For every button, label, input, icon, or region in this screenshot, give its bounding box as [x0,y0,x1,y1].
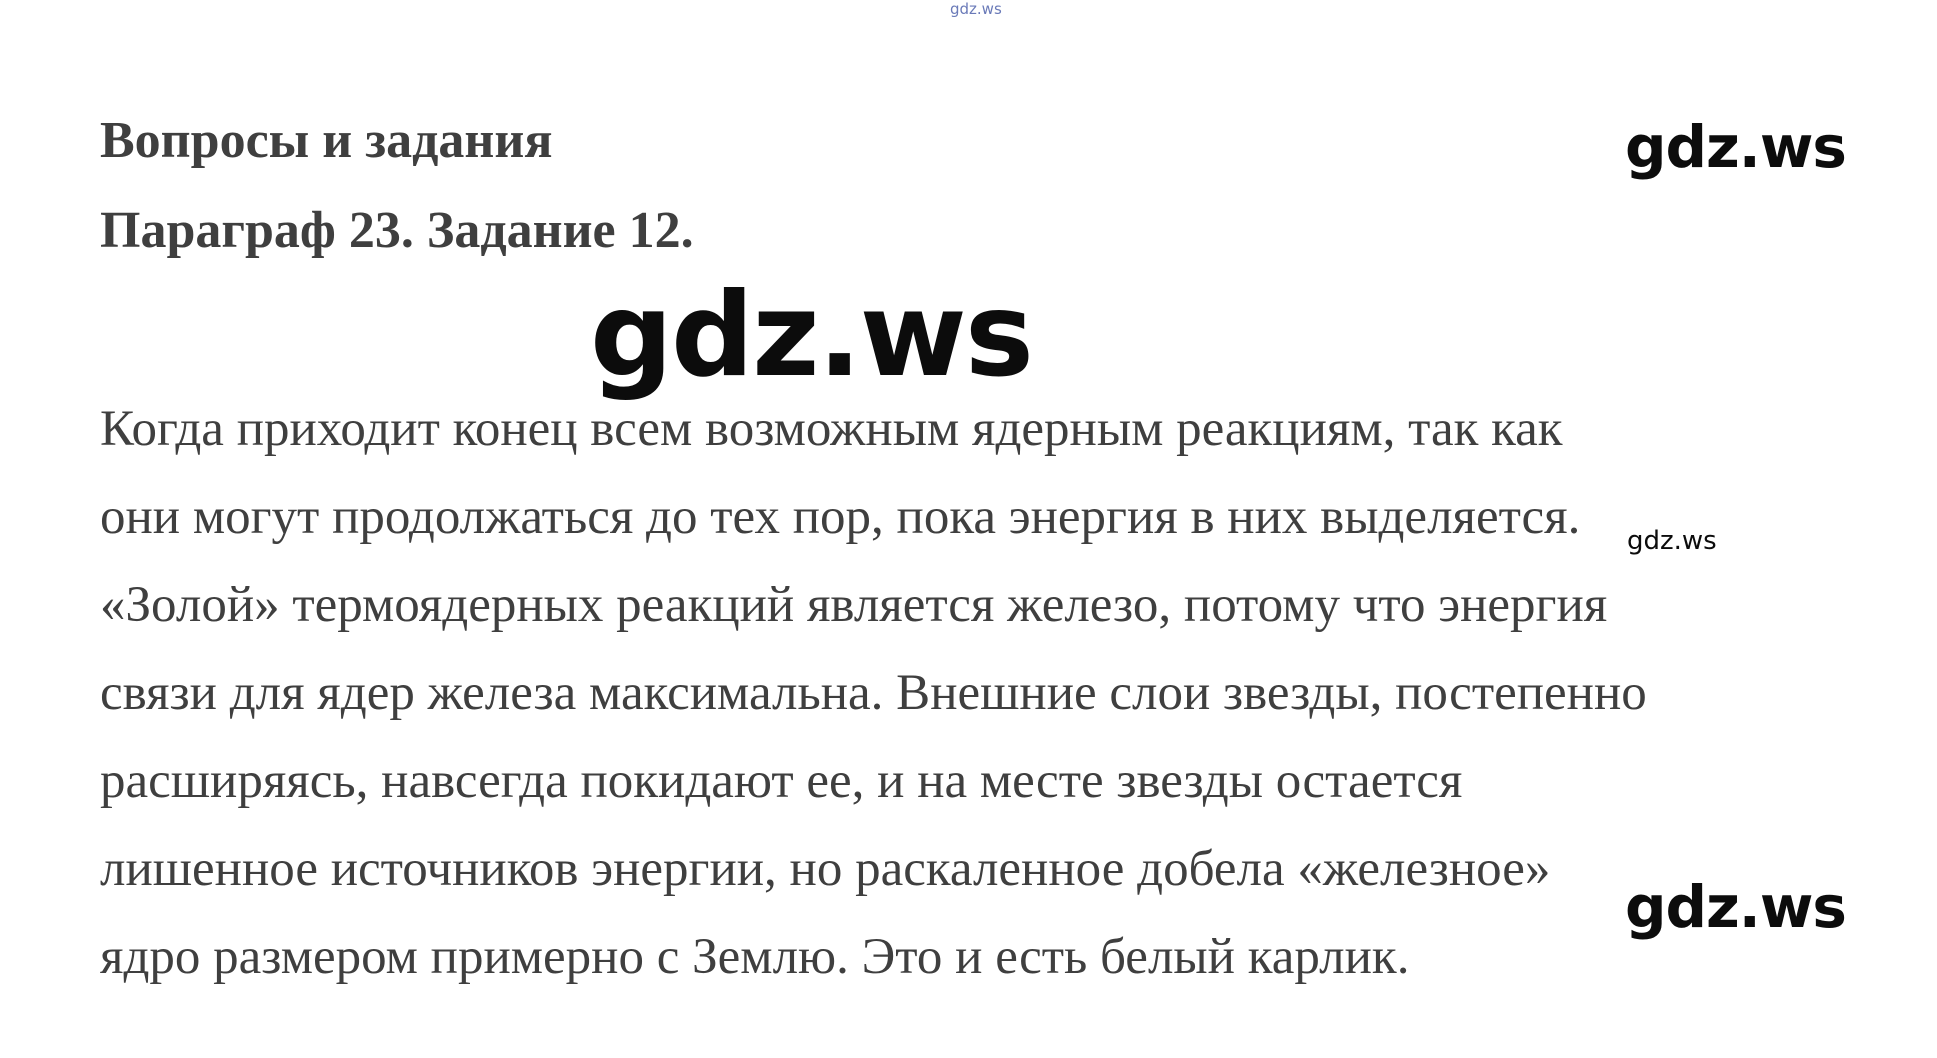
answer-line: они могут продолжаться до тех пор, пока энергия в них выделяется. [100,489,1581,545]
task-title: Параграф 23. Задание 12. [100,202,694,259]
watermark-top-right: gdz.ws [1625,113,1846,181]
answer-line: связи для ядер железа максимальна. Внешние слои звезды, постепенно [100,665,1647,721]
watermark-top-tiny: gdz.ws [950,0,1002,18]
watermark-mid-small: gdz.ws [1627,526,1717,556]
answer-line: Когда приходит конец всем возможным ядерным реакциям, так как [100,401,1563,457]
answer-line: ядро размером примерно с Землю. Это и есть белый карлик. [100,929,1410,985]
section-title: Вопросы и задания [100,112,553,169]
answer-line: «Золой» термоядерных реакций является железо, потому что энергия [100,577,1608,633]
watermark-center: gdz.ws [590,268,1032,403]
watermark-bottom-right: gdz.ws [1625,873,1846,941]
answer-line: лишенное источников энергии, но раскаленное добела «железное» [100,841,1551,897]
answer-line: расширяясь, навсегда покидают ее, и на месте звезды остается [100,753,1463,809]
